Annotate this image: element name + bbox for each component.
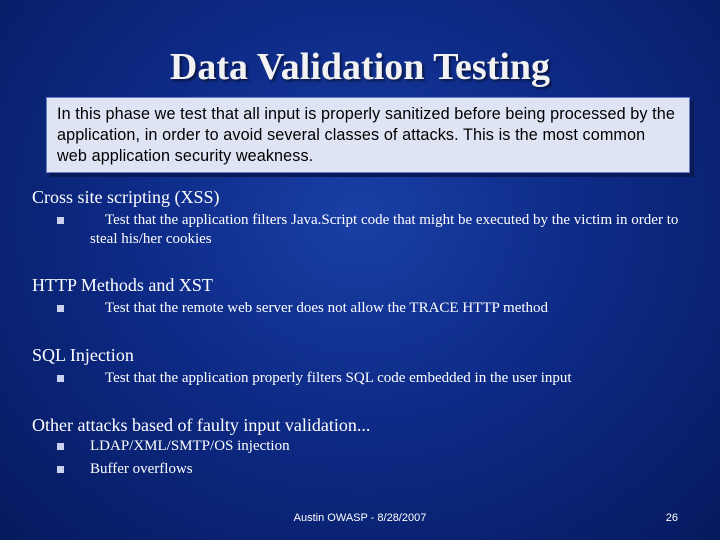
- bullet-text: LDAP/XML/SMTP/OS injection: [90, 438, 290, 454]
- bullet-list: [32, 369, 682, 388]
- square-bullet-icon: [57, 443, 64, 450]
- bullet-text: Test that the application filters Java.Script code that might be executed by the victim in order to steal his/her cookies: [90, 212, 679, 247]
- square-bullet-icon: [57, 217, 64, 224]
- square-bullet-icon: [57, 375, 64, 382]
- intro-box: [46, 97, 690, 173]
- bullet-text: Test that the remote web server does not allow the TRACE HTTP method: [105, 300, 549, 316]
- section-heading: SQL Injection: [32, 345, 134, 365]
- list-item: [32, 299, 682, 318]
- square-bullet-icon: [57, 305, 64, 312]
- section-heading: Cross site scripting (XSS): [32, 187, 220, 207]
- bullet-text: Test that the application properly filters SQL code embedded in the user input: [105, 370, 572, 386]
- section-heading: HTTP Methods and XST: [32, 275, 213, 295]
- bullet-list: [32, 437, 682, 479]
- section-sql-injection: [32, 344, 682, 388]
- bullet-text: Buffer overflows: [90, 461, 193, 477]
- intro-text: In this phase we test that all input is properly sanitized before being processed by the application, in order to avoid several classes of attacks. This is the most common web application security weakness.: [57, 105, 675, 165]
- bullet-list: [32, 211, 682, 249]
- bullet-list: [32, 299, 682, 318]
- section-other-attacks: [32, 414, 682, 479]
- slide-title: Data Validation Testing: [169, 46, 551, 88]
- list-item: [32, 460, 682, 479]
- list-item: [32, 211, 682, 249]
- slide-footer: Austin OWASP - 8/28/2007: [293, 512, 427, 524]
- page-number: 26: [665, 512, 678, 524]
- list-item: [32, 369, 682, 388]
- section-heading: Other attacks based of faulty input validation...: [32, 415, 371, 435]
- square-bullet-icon: [57, 466, 64, 473]
- section-xss: [32, 186, 682, 249]
- section-http-methods: [32, 274, 682, 318]
- list-item: [32, 437, 682, 456]
